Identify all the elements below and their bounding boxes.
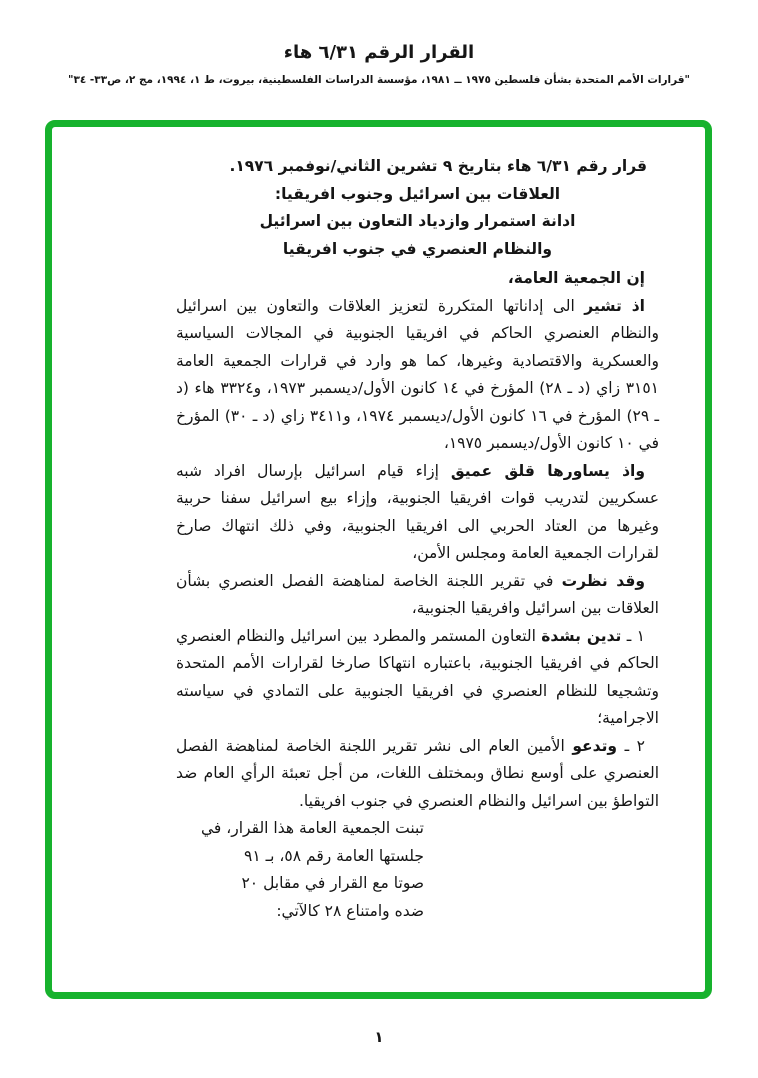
document-header xyxy=(0,0,758,86)
adoption-note xyxy=(80,815,424,925)
paragraph-text: إزاء قيام اسرائيل بإرسال افراد شبه عسكريين لتدريب قوات افريقيا الجنوبية، وإزاء بيع اسرائيل سفنا حربية وغيرها من العتاد الحربي الى افريقيا الجنوبية، وفي ذلك انتهاك صارخ لقرارات الجمعية العامة ومجلس الأمن، xyxy=(176,461,659,562)
paragraph-text: الى إداناتها المتكررة لتعزيز العلاقات والتعاون بين اسرائيل والنظام العنصري الحاكم في افريقيا الجنوبية في المجالات السياسية والعسكرية والاقتصادية وغيرها، كما هو وارد في قرارات الجمعية العامة ٣١٥١ زاي (د ـ ٢٨) المؤرخ في ١٤ كانون الأول/ديسمبر ١٩٧٣، و٣٣٢٤ هاء (د ـ ٢٩) المؤرخ في ١٦ كانون الأول/ديسمبر ١٩٧٤، و٣٤١١ زاي (د ـ ٣٠) المؤرخ في ١٠ كانون الأول/ديسمبر ١٩٧٥، xyxy=(176,296,660,452)
paragraph-text: في تقرير اللجنة الخاصة لمناهضة الفصل العنصري بشأن العلاقات بين اسرائيل وافريقيا الجنوبية، xyxy=(176,571,659,617)
paragraph xyxy=(176,733,659,816)
paragraph-text: الأمين العام الى نشر تقرير اللجنة الخاصة لمناهضة الفصل العنصري على أوسع نطاق وبمختلف اللغات، من أجل تعبئة الرأي العام ضد التواطؤ بين اسرائيل والنظام العنصري في جنوب افريقيا. xyxy=(176,736,659,810)
page-number: ١ xyxy=(374,1028,384,1046)
paragraph-lead: وقد نظرت xyxy=(561,571,645,590)
resolution-heading-line: قرار رقم ٦/٣١ هاء بتاريخ ٩ تشرين الثاني/نوفمبر ١٩٧٦. xyxy=(229,157,647,175)
resolution-heading xyxy=(176,153,659,263)
paragraph xyxy=(176,623,659,733)
paragraph-lead: اذ تشير xyxy=(584,296,645,315)
paragraph-number: ٢ ـ xyxy=(617,736,645,755)
paragraph-number: ١ ـ xyxy=(621,626,645,645)
preamble-line: إن الجمعية العامة، xyxy=(507,269,645,287)
adoption-line: جلستها العامة رقم ٥٨، بـ ٩١ xyxy=(244,846,424,865)
paragraph-text: التعاون المستمر والمطرد بين اسرائيل والنظام العنصري الحاكم في افريقيا الجنوبية، باعتباره انتهاكا صارخا لقرارات الأمم المتحدة وتشجيعا للنظام العنصري في افريقيا الجنوبية على التمادي في سياسته الاجرامية؛ xyxy=(176,626,659,727)
adoption-line: ضده وامتناع ٢٨ كالآتي: xyxy=(276,901,424,920)
resolution-heading-line: والنظام العنصري في جنوب افريقيا xyxy=(282,239,553,258)
paragraph-lead: تدين بشدة xyxy=(541,626,622,645)
resolution-heading-line: العلاقات بين اسرائيل وجنوب افريقيا: xyxy=(274,184,561,203)
source-citation: "قرارات الأمم المتحدة بشأن فلسطين ١٩٧٥ ــ ١٩٨١، مؤسسة الدراسات الفلسطينية، بيروت، ط ١، ١٩٩٤، مج ٢، ص٣٣- ٣٤" xyxy=(67,74,691,86)
paragraph xyxy=(176,568,659,623)
resolution-body xyxy=(176,153,659,815)
paragraph xyxy=(176,458,659,568)
resolution-frame xyxy=(45,120,712,999)
adoption-line: تبنت الجمعية العامة هذا القرار، في xyxy=(201,819,424,837)
paragraph-lead: واذ يساورها قلق عميق xyxy=(450,461,645,480)
paragraph xyxy=(176,293,659,458)
paragraph-lead: وتدعو xyxy=(572,736,618,755)
adoption-line: صوتا مع القرار في مقابل ٢٠ xyxy=(241,874,424,892)
page-title: القرار الرقم ٦/٣١ هاء xyxy=(283,42,475,63)
resolution-heading-line: ادانة استمرار وازدياد التعاون بين اسرائيل xyxy=(259,212,576,230)
